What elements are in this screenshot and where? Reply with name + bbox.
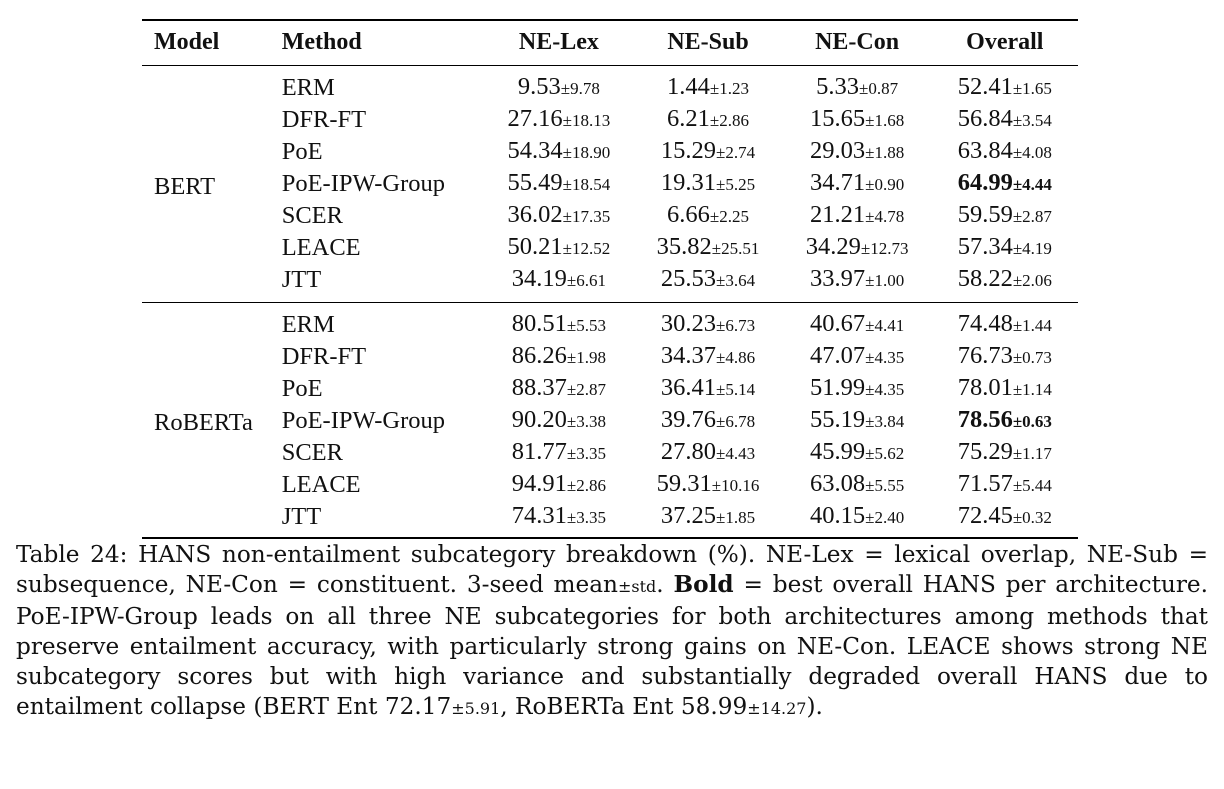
mean-value: 81.77 (511, 438, 567, 465)
ne-lex-cell (484, 341, 633, 373)
caption-text-4: , RoBERTa Ent 58.99 (500, 693, 748, 720)
mean-value: 6.66 (667, 201, 710, 228)
mean-value: 30.23 (660, 310, 717, 337)
table-row (142, 264, 1078, 303)
mean-value: 63.08 (809, 470, 866, 497)
std-value: ±5.53 (566, 316, 607, 335)
std-value: ±10.16 (711, 476, 760, 495)
mean-value: 40.67 (809, 310, 866, 337)
std-value: ±3.64 (716, 271, 756, 290)
ne-sub-cell (633, 104, 782, 136)
caption-text-1: Table 24: HANS non-entailment subcategory breakdown (%). NE-Lex = lexical overlap, NE-Sub = subsequence, NE-Con = constituent. 3-seed mean (16, 541, 1208, 598)
ne-con-cell (783, 501, 932, 538)
std-value: ±12.52 (562, 239, 611, 258)
overall-cell (932, 168, 1078, 200)
ne-sub-cell (633, 373, 782, 405)
std-value: ±0.63 (1012, 412, 1052, 431)
roberta-group (142, 303, 1078, 539)
std-value: ±3.35 (566, 508, 607, 527)
mean-value: 78.01 (957, 374, 1013, 401)
ne-lex-cell (484, 501, 633, 538)
mean-value: 71.57 (957, 470, 1013, 497)
overall-cell (932, 373, 1078, 405)
ne-con-cell (783, 405, 932, 437)
std-value: ±5.44 (1012, 476, 1052, 495)
std-value: ±1.14 (1012, 380, 1052, 399)
ne-lex-cell (484, 303, 633, 342)
mean-value: 34.37 (660, 342, 717, 369)
std-value: ±1.98 (566, 348, 607, 367)
method-cell: ERM (281, 311, 335, 338)
table-row (142, 501, 1078, 538)
model-cell: RoBERTa (154, 409, 253, 436)
ne-sub-cell (633, 405, 782, 437)
std-value: ±6.73 (716, 316, 756, 335)
std-value: ±4.08 (1012, 143, 1052, 162)
ne-con-cell (783, 66, 932, 105)
mean-value: 25.53 (660, 265, 717, 292)
mean-value: 34.71 (809, 169, 866, 196)
table-row (142, 341, 1078, 373)
ne-con-cell (783, 232, 932, 264)
ne-sub-cell (633, 232, 782, 264)
std-value: ±6.61 (566, 271, 607, 290)
overall-cell (932, 104, 1078, 136)
std-value: ±5.62 (865, 444, 905, 463)
mean-value: 36.41 (660, 374, 717, 401)
std-value: ±1.44 (1012, 316, 1052, 335)
std-value: ±0.32 (1012, 508, 1052, 527)
mean-value: 35.82 (656, 233, 712, 260)
mean-value: 19.31 (660, 169, 717, 196)
mean-value: 50.21 (507, 233, 563, 260)
std-value: ±2.87 (566, 380, 607, 399)
method-cell: SCER (281, 439, 343, 466)
method-cell: PoE-IPW-Group (281, 407, 446, 434)
mean-value: 74.31 (511, 502, 567, 529)
overall-cell (932, 501, 1078, 538)
mean-value: 55.49 (507, 169, 563, 196)
mean-value: 29.03 (809, 137, 866, 164)
method-cell: LEACE (281, 471, 361, 498)
mean-value: 59.31 (656, 470, 712, 497)
method-cell: ERM (281, 74, 335, 101)
mean-value: 15.65 (809, 105, 866, 132)
mean-value: 15.29 (660, 137, 717, 164)
table-row (142, 437, 1078, 469)
caption-text-5: ). (806, 693, 823, 720)
table-row (142, 104, 1078, 136)
std-value: ±1.85 (716, 508, 756, 527)
std-value: ±4.43 (716, 444, 756, 463)
mean-value: 56.84 (957, 105, 1013, 132)
ne-con-cell (783, 264, 932, 303)
std-value: ±3.84 (865, 412, 905, 431)
method-cell: JTT (281, 503, 322, 530)
mean-value: 51.99 (809, 374, 866, 401)
overall-cell (932, 405, 1078, 437)
header-ne-con: NE-Con (815, 29, 900, 55)
mean-value: 39.76 (660, 406, 717, 433)
ne-lex-cell (484, 373, 633, 405)
mean-value: 80.51 (511, 310, 567, 337)
table-row (142, 373, 1078, 405)
ne-lex-cell (484, 200, 633, 232)
std-value: ±9.78 (560, 79, 600, 98)
overall-cell (932, 66, 1078, 105)
std-value: ±2.25 (709, 207, 749, 226)
std-value: ±4.19 (1012, 239, 1052, 258)
std-value: ±5.55 (865, 476, 905, 495)
mean-value: 72.45 (957, 502, 1013, 529)
ne-con-cell (783, 168, 932, 200)
std-value: ±0.90 (865, 175, 905, 194)
overall-cell (932, 303, 1078, 342)
ne-sub-cell (633, 303, 782, 342)
mean-value: 5.33 (816, 73, 859, 100)
std-value: ±4.41 (865, 316, 905, 335)
ne-sub-cell (633, 168, 782, 200)
overall-cell (932, 264, 1078, 303)
std-value: ±18.54 (562, 175, 611, 194)
mean-value: 34.19 (511, 265, 567, 292)
overall-cell (932, 437, 1078, 469)
method-cell: SCER (281, 202, 343, 229)
mean-value: 34.29 (805, 233, 861, 260)
std-value: ±1.65 (1012, 79, 1052, 98)
std-value: ±3.35 (566, 444, 607, 463)
std-value: ±3.54 (1012, 111, 1052, 130)
results-table (142, 19, 1078, 539)
std-value: ±1.88 (865, 143, 905, 162)
std-value: ±25.51 (711, 239, 760, 258)
overall-cell (932, 341, 1078, 373)
mean-value: 57.34 (957, 233, 1013, 260)
table-row (142, 469, 1078, 501)
bert-group (142, 66, 1078, 303)
std-value: ±4.35 (865, 380, 905, 399)
std-value: ±2.87 (1012, 207, 1052, 226)
ne-con-cell (783, 303, 932, 342)
method-cell: PoE-IPW-Group (281, 170, 446, 197)
ne-sub-cell (633, 264, 782, 303)
mean-value: 55.19 (809, 406, 866, 433)
std-value: ±1.17 (1012, 444, 1052, 463)
mean-value: 78.56 (957, 406, 1013, 433)
model-cell: BERT (154, 173, 216, 200)
mean-value: 40.15 (809, 502, 866, 529)
mean-value: 59.59 (957, 201, 1013, 228)
mean-value: 52.41 (957, 73, 1013, 100)
overall-cell (932, 136, 1078, 168)
ne-con-cell (783, 341, 932, 373)
mean-value: 9.53 (517, 73, 561, 100)
method-cell: DFR-FT (281, 343, 367, 370)
ne-sub-cell (633, 200, 782, 232)
std-value: ±2.40 (865, 508, 905, 527)
std-value: ±18.13 (562, 111, 611, 130)
table-row (142, 66, 1078, 105)
mean-value: 36.02 (507, 201, 563, 228)
std-value: ±4.86 (716, 348, 756, 367)
ne-lex-cell (484, 469, 633, 501)
std-value: ±0.73 (1012, 348, 1052, 367)
std-value: ±5.14 (716, 380, 756, 399)
mean-value: 21.21 (809, 201, 866, 228)
method-cell: DFR-FT (281, 106, 367, 133)
caption-bert-ent-std: ±5.91 (451, 699, 501, 718)
mean-value: 54.34 (507, 137, 563, 164)
mean-value: 47.07 (809, 342, 866, 369)
caption-bold-word: Bold (673, 571, 734, 598)
ne-sub-cell (633, 341, 782, 373)
header-overall: Overall (966, 29, 1044, 55)
table-row (142, 303, 1078, 342)
ne-lex-cell (484, 264, 633, 303)
table-caption (16, 540, 1208, 724)
method-cell: PoE (281, 375, 323, 402)
mean-value: 6.21 (667, 105, 710, 132)
ne-con-cell (783, 136, 932, 168)
mean-value: 27.80 (660, 438, 717, 465)
ne-sub-cell (633, 66, 782, 105)
header-method: Method (281, 29, 362, 55)
table-header (142, 20, 1078, 66)
caption-std-label: ±std (618, 577, 657, 596)
header-row (142, 20, 1078, 66)
caption-text-3: = best overall HANS per architecture. PoE-IPW-Group leads on all three NE subcategories for both architectures among methods that preserve entailment accuracy, with particularly strong gains on NE-Con. LEACE shows strong NE subcategory scores but with high variance and substantially degraded overall HANS due to entailment collapse (BERT Ent 72.17 (16, 571, 1208, 720)
mean-value: 27.16 (507, 105, 563, 132)
std-value: ±12.73 (860, 239, 909, 258)
std-value: ±4.35 (865, 348, 905, 367)
mean-value: 33.97 (809, 265, 866, 292)
caption-text-2: . (656, 571, 674, 598)
std-value: ±4.44 (1012, 175, 1052, 194)
ne-lex-cell (484, 136, 633, 168)
mean-value: 90.20 (511, 406, 567, 433)
std-value: ±3.38 (566, 412, 607, 431)
mean-value: 58.22 (957, 265, 1013, 292)
mean-value: 37.25 (660, 502, 717, 529)
table-row (142, 200, 1078, 232)
std-value: ±2.86 (566, 476, 607, 495)
header-ne-lex: NE-Lex (518, 29, 599, 55)
mean-value: 45.99 (809, 438, 866, 465)
overall-cell (932, 469, 1078, 501)
ne-con-cell (783, 469, 932, 501)
mean-value: 74.48 (957, 310, 1013, 337)
ne-sub-cell (633, 437, 782, 469)
std-value: ±17.35 (562, 207, 611, 226)
ne-con-cell (783, 373, 932, 405)
mean-value: 63.84 (957, 137, 1013, 164)
ne-lex-cell (484, 104, 633, 136)
ne-con-cell (783, 437, 932, 469)
ne-sub-cell (633, 469, 782, 501)
mean-value: 86.26 (511, 342, 567, 369)
std-value: ±0.87 (858, 79, 899, 98)
std-value: ±5.25 (716, 175, 756, 194)
std-value: ±2.06 (1012, 271, 1052, 290)
table-row (142, 232, 1078, 264)
ne-con-cell (783, 104, 932, 136)
mean-value: 88.37 (511, 374, 567, 401)
std-value: ±1.68 (865, 111, 905, 130)
mean-value: 64.99 (957, 169, 1013, 196)
mean-value: 76.73 (957, 342, 1013, 369)
ne-lex-cell (484, 437, 633, 469)
method-cell: JTT (281, 266, 322, 293)
table-row (142, 136, 1078, 168)
std-value: ±2.86 (709, 111, 749, 130)
overall-cell (932, 232, 1078, 264)
header-ne-sub: NE-Sub (667, 29, 749, 55)
mean-value: 94.91 (511, 470, 567, 497)
table-row (142, 168, 1078, 200)
mean-value: 75.29 (957, 438, 1013, 465)
std-value: ±2.74 (716, 143, 756, 162)
ne-lex-cell (484, 405, 633, 437)
std-value: ±18.90 (562, 143, 611, 162)
mean-value: 1.44 (667, 73, 710, 100)
std-value: ±6.78 (716, 412, 756, 431)
ne-sub-cell (633, 136, 782, 168)
method-cell: LEACE (281, 234, 361, 261)
ne-lex-cell (484, 232, 633, 264)
ne-lex-cell (484, 168, 633, 200)
ne-con-cell (783, 200, 932, 232)
caption-roberta-ent-std: ±14.27 (747, 699, 807, 718)
method-cell: PoE (281, 138, 323, 165)
ne-sub-cell (633, 501, 782, 538)
std-value: ±1.23 (709, 79, 749, 98)
overall-cell (932, 200, 1078, 232)
header-model: Model (154, 29, 220, 55)
std-value: ±4.78 (865, 207, 905, 226)
table-row (142, 405, 1078, 437)
std-value: ±1.00 (865, 271, 905, 290)
ne-lex-cell (484, 66, 633, 105)
